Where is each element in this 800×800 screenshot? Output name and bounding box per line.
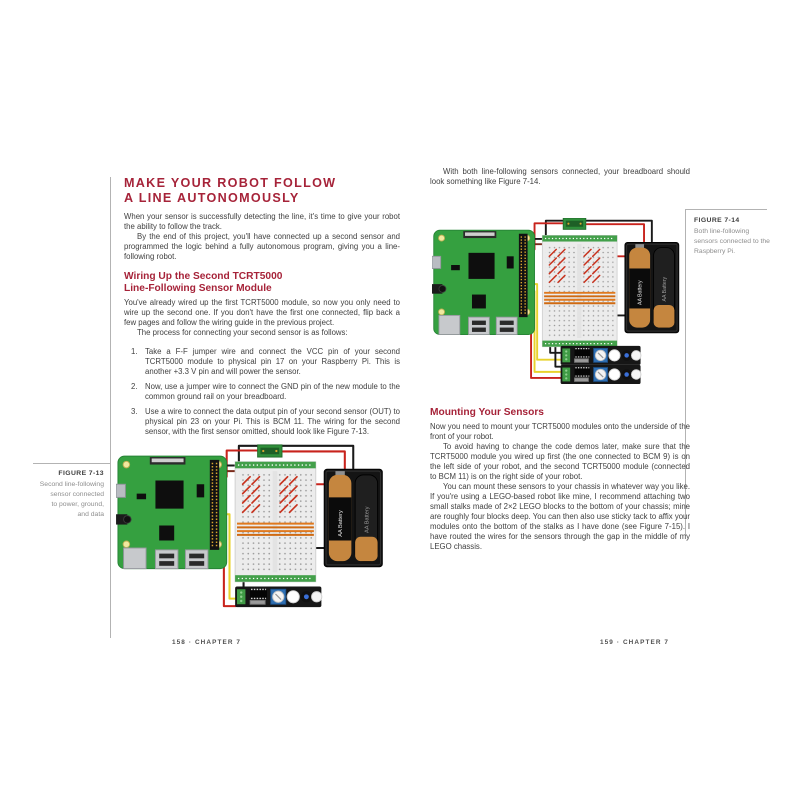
paragraph: Now you need to mount your TCRT5000 modules onto the underside of the front of your robot. (430, 422, 690, 441)
left-sidebar-rule (110, 177, 111, 638)
figure-label: FIGURE 7-13 (58, 470, 104, 477)
figure-label: FIGURE 7-14 (694, 217, 740, 224)
paragraph: You can mount these sensors to your chassis in whatever way you like. If you're using a LEGO-based robot like mine, I recommend attaching two small stalks made of 2×2 LEGO blocks to the bottom of your chassis; mine are roughly four blocks deep. You can then also use sticky tack to affix your modules onto the bottom of the stalks as I have done (see Figure 7-15). I have routed the wires for the sensors through the gap in the middle of my LEGO chassis. (430, 482, 690, 551)
figure-7-13-caption (14, 469, 104, 520)
right-page-column (430, 167, 690, 552)
caption-line: Both line-following (694, 228, 750, 235)
list-number: 1. (131, 347, 138, 356)
chapter-heading-line2: A LINE AUTONOMOUSLY (124, 190, 300, 205)
paragraph: To avoid having to change the code demos later, make sure that the TCRT5000 module you wired up first (the one connected to BCM 9) is on the left side of your robot, and the second TCRT5000 module (connected to BCM 11) is on the right side of your robot. (430, 442, 690, 481)
list-item (131, 407, 400, 437)
caption-line: sensors connected to the (694, 238, 770, 245)
caption-line: sensor connected (50, 491, 104, 498)
caption-line: and data (77, 511, 104, 518)
figure-7-14-image (432, 218, 690, 385)
paragraph: When your sensor is successfully detecting the line, it's time to give your robot the ability to follow the track. (124, 212, 400, 231)
figure-7-14-caption (694, 216, 780, 257)
list-item (131, 382, 400, 402)
caption-line: Raspberry Pi. (694, 248, 736, 255)
right-page-footer: 159 · CHAPTER 7 (600, 639, 670, 646)
left-caption-rule (33, 463, 110, 464)
list-number: 2. (131, 382, 138, 391)
caption-line: Second line-following (39, 481, 104, 488)
section-heading-mounting: Mounting Your Sensors (430, 407, 544, 418)
right-caption-rule (685, 209, 767, 210)
paragraph: With both line-following sensors connected, your breadboard should look something like Figure 7-14. (430, 167, 690, 186)
chapter-heading-line1: MAKE YOUR ROBOT FOLLOW (124, 176, 337, 190)
left-page-footer: 158 · CHAPTER 7 (172, 639, 242, 646)
list-text: Use a wire to connect the data output pin of your second sensor (OUT) to physical pin 23 on your Pi. This is BCM 11. The wiring for the second sensor, with the first sensor omitted, should look like Figure 7-13. (145, 407, 400, 436)
list-item (131, 347, 400, 377)
list-number: 3. (131, 407, 138, 416)
list-text: Now, use a jumper wire to connect the GND pin of the new module to the common ground rail on your breadboard. (145, 382, 400, 401)
section-heading-line2: Line-Following Sensor Module (124, 283, 272, 294)
caption-line: to power, ground, (51, 501, 104, 508)
chapter-heading (124, 176, 400, 205)
section-heading-line1: Wiring Up the Second TCRT5000 (124, 271, 283, 282)
paragraph: The process for connecting your second sensor is as follows: (137, 328, 348, 337)
numbered-list (131, 347, 400, 437)
paragraph: You've already wired up the first TCRT5000 module, so now you only need to wire up the second one. If you don't have the first one connected, flip back a few pages and follow the wiring guide in the previous project. (124, 298, 400, 327)
left-page-column (124, 176, 400, 623)
figure-7-13-image (116, 443, 400, 623)
paragraph: By the end of this project, you'll have connected up a second sensor and programmed the logic behind a fully autonomous program, giving you a line-following robot. (124, 232, 400, 261)
section-heading-wiring (124, 271, 400, 295)
list-text: Take a F-F jumper wire and connect the VCC pin of your second TCRT5000 module to physical pin 17 on your Raspberry Pi. This is another +3.3 V pin and will power the sensor. (145, 347, 400, 376)
